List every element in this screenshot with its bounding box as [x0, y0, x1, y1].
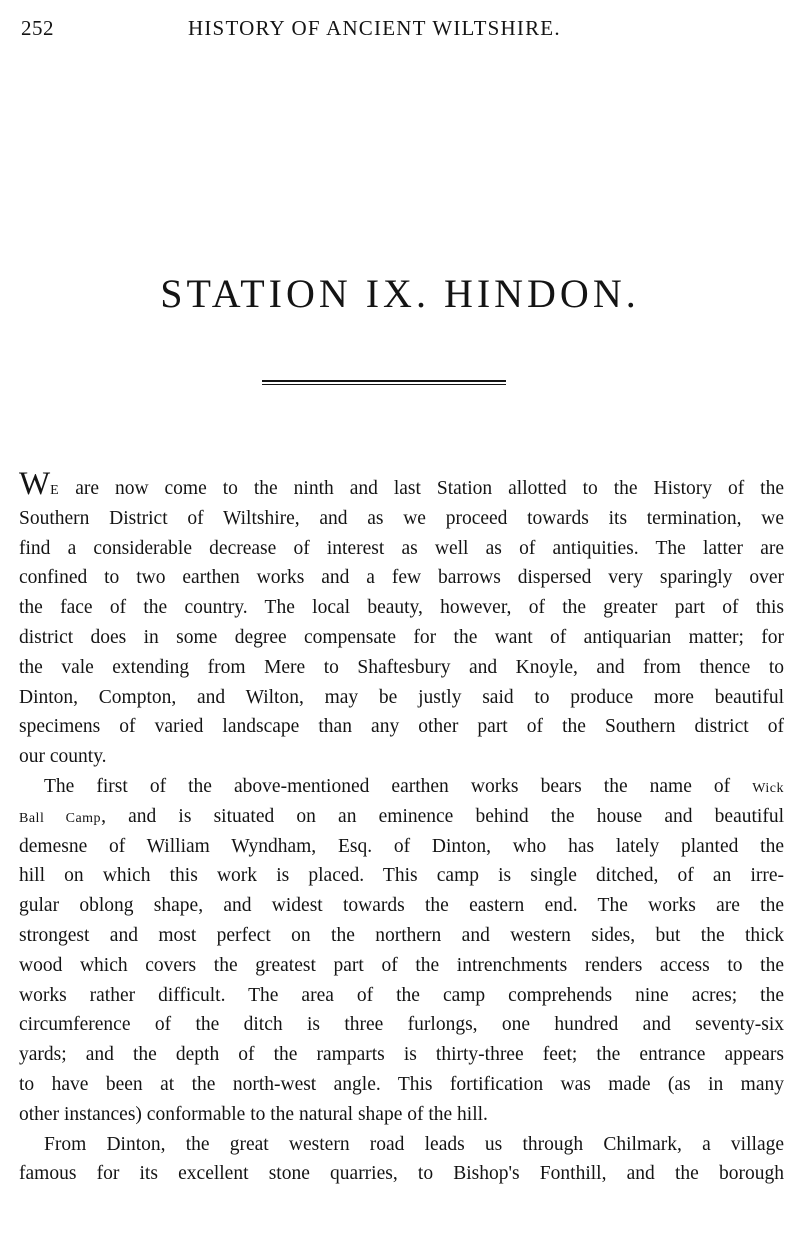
text-line: gular oblong shape, and widest towards the eastern end. The works are the — [19, 895, 784, 917]
drop-cap-rest: E — [50, 483, 60, 498]
small-caps-name: Ball Camp — [19, 810, 102, 826]
paragraph-1 — [19, 466, 785, 772]
text-line: Dinton, Compton, and Wilton, may be justly said to produce more beautiful — [19, 686, 784, 708]
text-line: WE are now come to the ninth and last Station allotted to the History of the — [19, 466, 785, 502]
text-line: district does in some degree compensate for the want of antiquarian matter; for — [19, 626, 784, 648]
paragraph-2 — [19, 772, 784, 1130]
text-line: The first of the above-mentioned earthen works bears the name of Wick — [44, 775, 785, 797]
text-line: to have been at the north-west angle. This fortification was made (as in many — [19, 1073, 784, 1095]
text-line: Southern District of Wiltshire, and as we proceed towards its termination, we — [19, 507, 784, 529]
text-line: demesne of William Wyndham, Esq. of Dinton, who has lately planted the — [19, 835, 784, 857]
text-line: From Dinton, the great western road leads us through Chilmark, a village — [44, 1133, 784, 1155]
text-line: strongest and most perfect on the northern and western sides, but the thick — [19, 924, 784, 946]
body-text — [19, 466, 785, 1189]
text-line: yards; and the depth of the ramparts is thirty-three feet; the entrance appears — [19, 1044, 784, 1066]
text-line: confined to two earthen works and a few barrows dispersed very sparingly over — [19, 567, 784, 589]
text-line: the face of the country. The local beauty, however, of the greater part of this — [19, 597, 784, 619]
page-number: 252 — [21, 16, 54, 40]
running-head — [21, 16, 781, 46]
text-line: hill on which this work is placed. This camp is single ditched, of an irre- — [19, 865, 784, 887]
text-line: specimens of varied landscape than any other part of the Southern district of — [19, 716, 784, 738]
text-line: find a considerable decrease of interest as well as of antiquities. The latter are — [19, 537, 784, 559]
running-title: HISTORY OF ANCIENT WILTSHIRE. — [188, 16, 561, 40]
text-line: other instances) conformable to the natural shape of the hill. — [19, 1103, 488, 1125]
text-line: circumference of the ditch is three furlongs, one hundred and seventy-six — [19, 1014, 784, 1036]
text-line: wood which covers the greatest part of the intrenchments renders access to the — [19, 954, 784, 976]
drop-cap: W — [19, 466, 51, 502]
chapter-title: STATION IX. HINDON. — [160, 271, 640, 316]
text-line: Ball Camp, and is situated on an eminence behind the house and beautiful — [19, 805, 784, 827]
title-divider — [262, 380, 506, 385]
text-line: our county. — [19, 746, 107, 768]
paragraph-3 — [19, 1130, 784, 1190]
text-line: famous for its excellent stone quarries, to Bishop's Fonthill, and the borough — [19, 1163, 784, 1185]
small-caps-name: Wick — [752, 780, 785, 796]
text-line: works rather difficult. The area of the camp comprehends nine acres; the — [19, 984, 784, 1006]
text-line: the vale extending from Mere to Shaftesbury and Knoyle, and from thence to — [19, 656, 784, 678]
